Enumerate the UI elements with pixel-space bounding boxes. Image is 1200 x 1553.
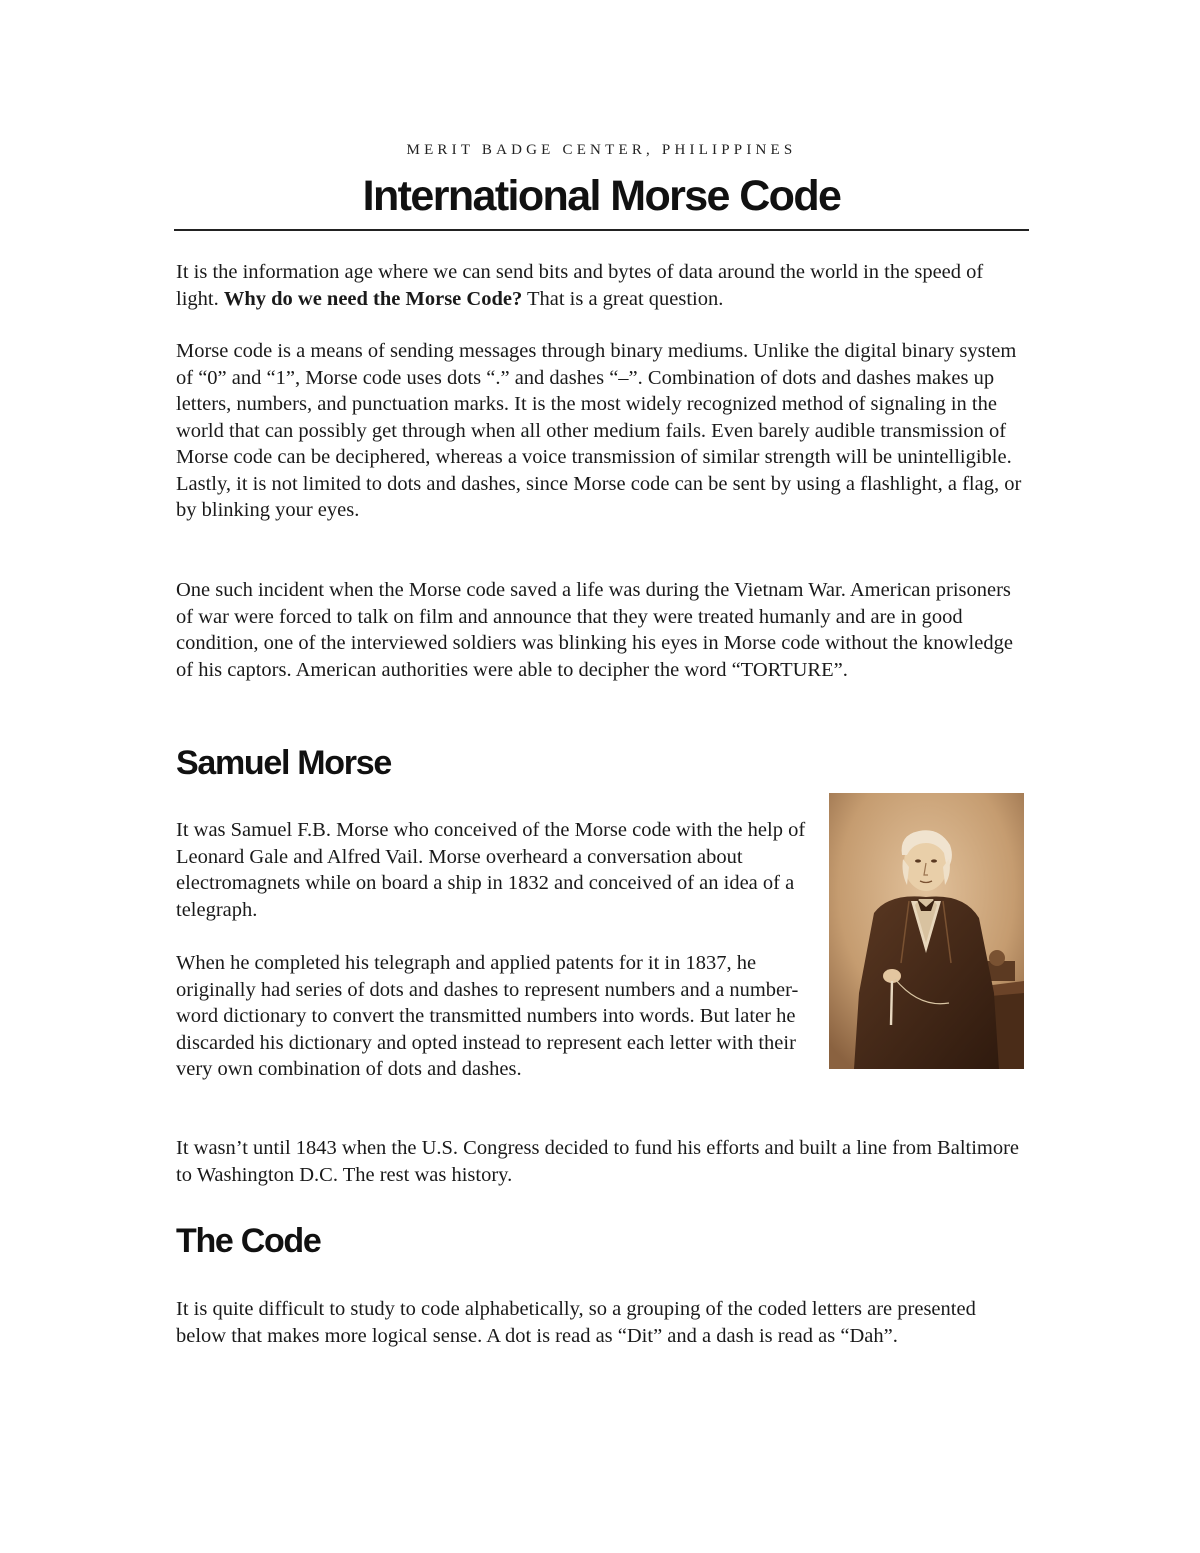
intro-text-end: That is a great question. <box>522 287 724 310</box>
page-title: International Morse Code <box>362 172 841 220</box>
the-code-paragraph: It is quite difficult to study to code alphabetically, so a grouping of the coded letters are presented below that makes more logical sense. A dot is read as “Dit” and a dash is read as “Dah”. <box>176 1298 976 1347</box>
samuel-paragraph-1: It was Samuel F.B. Morse who conceived of the Morse code with the help of Leonard Gale and Alfred Vail. Morse overheard a conversation about electromagnets while on board a ship in 1832 and conceived of an idea of a telegraph. <box>176 819 806 921</box>
intro-paragraph-2: Morse code is a means of sending messages through binary mediums. Unlike the digital binary system of “0” and “1”, Morse code uses dots “.” and dashes “–”. Combination of dots and dashes makes up letters, numbers, and punctuation marks. It is the most widely recognized method of signaling in the world that can possibly get through when all other medium fails. Even barely audible transmission of Morse code can be deciphered, whereas a voice transmission of similar strength will be unintelligible. Lastly, it is not limited to dots and dashes, since Morse code can be sent by using a flashlight, a flag, or by blinking your eyes. <box>176 340 1022 521</box>
the-code-heading: The Code <box>176 1222 321 1260</box>
organization-name: MERIT BADGE CENTER, PHILIPPINES <box>406 142 797 158</box>
intro-paragraph-1 <box>176 259 1026 312</box>
intro-text-start: It is the information age where we can send bits and bytes of data around the world in the speed of light. <box>176 261 984 310</box>
samuel-paragraph-3: It wasn’t until 1843 when the U.S. Congress decided to fund his efforts and built a line from Baltimore to Washington D.C. The rest was history. <box>176 1137 1020 1186</box>
title-divider <box>174 229 1029 231</box>
samuel-morse-heading: Samuel Morse <box>176 744 391 782</box>
intro-question: Why do we need the Morse Code? <box>223 287 523 310</box>
intro-paragraph-3: One such incident when the Morse code saved a life was during the Vietnam War. American prisoners of war were forced to talk on film and announce that they were treated humanly and are in good condition, one of the interviewed soldiers was blinking his eyes in Morse code without the knowledge of his captors. American authorities were able to decipher the word “TORTURE”. <box>176 579 1013 681</box>
samuel-paragraph-2: When he completed his telegraph and applied patents for it in 1837, he originally had series of dots and dashes to represent numbers and a number-word dictionary to convert the transmitted numbers into words. But later he discarded his dictionary and opted instead to represent each letter with their very own combination of dots and dashes. <box>176 952 799 1080</box>
samuel-morse-portrait <box>829 793 1024 1069</box>
